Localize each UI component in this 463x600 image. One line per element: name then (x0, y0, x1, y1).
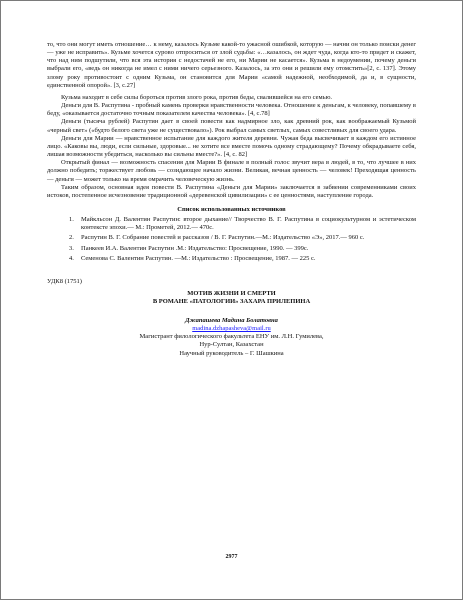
body-paragraph-3: Деньги для В. Распутина - пробный камень проверки нравственности человека. Отношение к деньгам, к человеку, попавшему в беду, «оказывается достаточно точным показателем качества человека». [4, с.78] (47, 102, 416, 118)
reference-number: 3. (69, 244, 74, 252)
article-title (47, 290, 416, 307)
reference-number: 1. (69, 216, 74, 224)
udk-code: УДК8 (1751) (47, 277, 82, 285)
body-paragraph-7: Таким образом, основная идея повести В. Распутина «Деньги для Марии» заключается в забвении современниками своих истоков, постепенное исчезновение традиционной «деревенской цивилизации» с ее ценностями, наступление города. (47, 183, 416, 199)
reference-text: Семенова С. Валентин Распутин. —М.: Издательство : Просвещение, 1987. — 225 с. (81, 254, 316, 262)
reference-item (69, 216, 416, 232)
references-list (69, 216, 416, 263)
article-title-line-2: В РОМАНЕ «ПАТОЛОГИИ» ЗАХАРА ПРИЛЕПИНА (152, 298, 311, 306)
reference-item (69, 255, 416, 263)
reference-item (69, 234, 416, 242)
author-affiliation: Магистрант филологического факультета ЕНУ им. Л.Н. Гумилева, (139, 333, 324, 341)
reference-number: 2. (69, 234, 74, 242)
body-paragraph-6: Открытый финал — возможность спасения для Марии В финале в полный голос звучит вера в людей, в то, что лучшее в них должно победить; торжествует любовь — созидающее начало жизни. Великая, вечная ценность — человек! Преходящая ценность — деньги — может только на время омрачить человеческую жизнь. (47, 159, 416, 183)
references-title: Список использованных источников (177, 205, 286, 213)
body-paragraph-4: Деньги (тысяча рублей) Распутин дает в своей повести как надмирное зло, как древний рок, как воображаемый Кузьмой «черный свет» («будто белого света уже не существовало»). Рок выбрал самых светлых, самых совестливых для своего удара. (47, 118, 416, 134)
reference-text: Распутин В. Г. Собрание повестей и рассказов / В. Г. Распутин.—М.: Издательство «Э», 2017.— 960 с. (81, 234, 365, 242)
reference-item (69, 245, 416, 253)
reference-number: 4. (69, 254, 74, 262)
author-city: Нур-Султан, Казахстан (199, 341, 264, 349)
reference-text: Майкльсон Д. Валентин Распутин: второе дыхание// Творчество В. Г. Распутина в социокультурном и эстетическом контексте эпохи.— М.: Прометей, 2012.— 470с. (81, 216, 416, 232)
reference-text: Панкеев И.А. Валентин Распутин .М.: Издательство: Просвещение, 1990. — 399с. (81, 244, 309, 252)
body-paragraph-1: то, что они могут иметь отношение… к нему, казалось Кузьме какой-то ужасной ошибкой, которую — начни он только поиски денег — уже не исправить». Кузьме хочется сурово отпроситься от злой судьбы: «…казалось, он ждет чуда, когда кто-то придет и скажет, что над ним подшутили, что вся эта история с недостачей не его, ни Марии не касается». Кузьма в недоумении, почему деньги выбрали его, «ведь он никогда не имел с ними ничего серьезного. Казалось, за это они и решили ему отомстить»[2, с. 137]. Этому злому року противостоит с одним Кузьма, он становится для Марии «самой надежной, необходимой, да и, в сущности, единственной опорой». [3, с.27] (47, 41, 416, 89)
supervisor: Научный руководитель – Г. Шашкина (179, 349, 284, 357)
body-paragraph-2: Кузьма находит в себе силы бороться против злого рока, против беды, свалившейся на его семью. (61, 93, 333, 101)
page-number: 2977 (225, 554, 238, 560)
author-email-link[interactable]: madina.dzhapasheva@mail.ru (192, 325, 271, 333)
author-block (47, 317, 416, 358)
body-paragraph-5: Деньги для Марии — нравственное испытание для каждого жителя деревни. Чужая беда высвечивает в каждом его истинное лицо. «Каковы вы, люди, если сильные, здоровые... не хотите все вместе помочь одному страдающему? Почему обкрадываете себя, лишая возможности убедиться, насколько вы сильны вместе?». [4, с. 82] (47, 134, 416, 159)
article-title-line-1: МОТИВ ЖИЗНИ И СМЕРТИ (187, 290, 276, 298)
page-content (47, 41, 416, 358)
author-name: Джапашева Мадина Болатовна (185, 316, 278, 324)
